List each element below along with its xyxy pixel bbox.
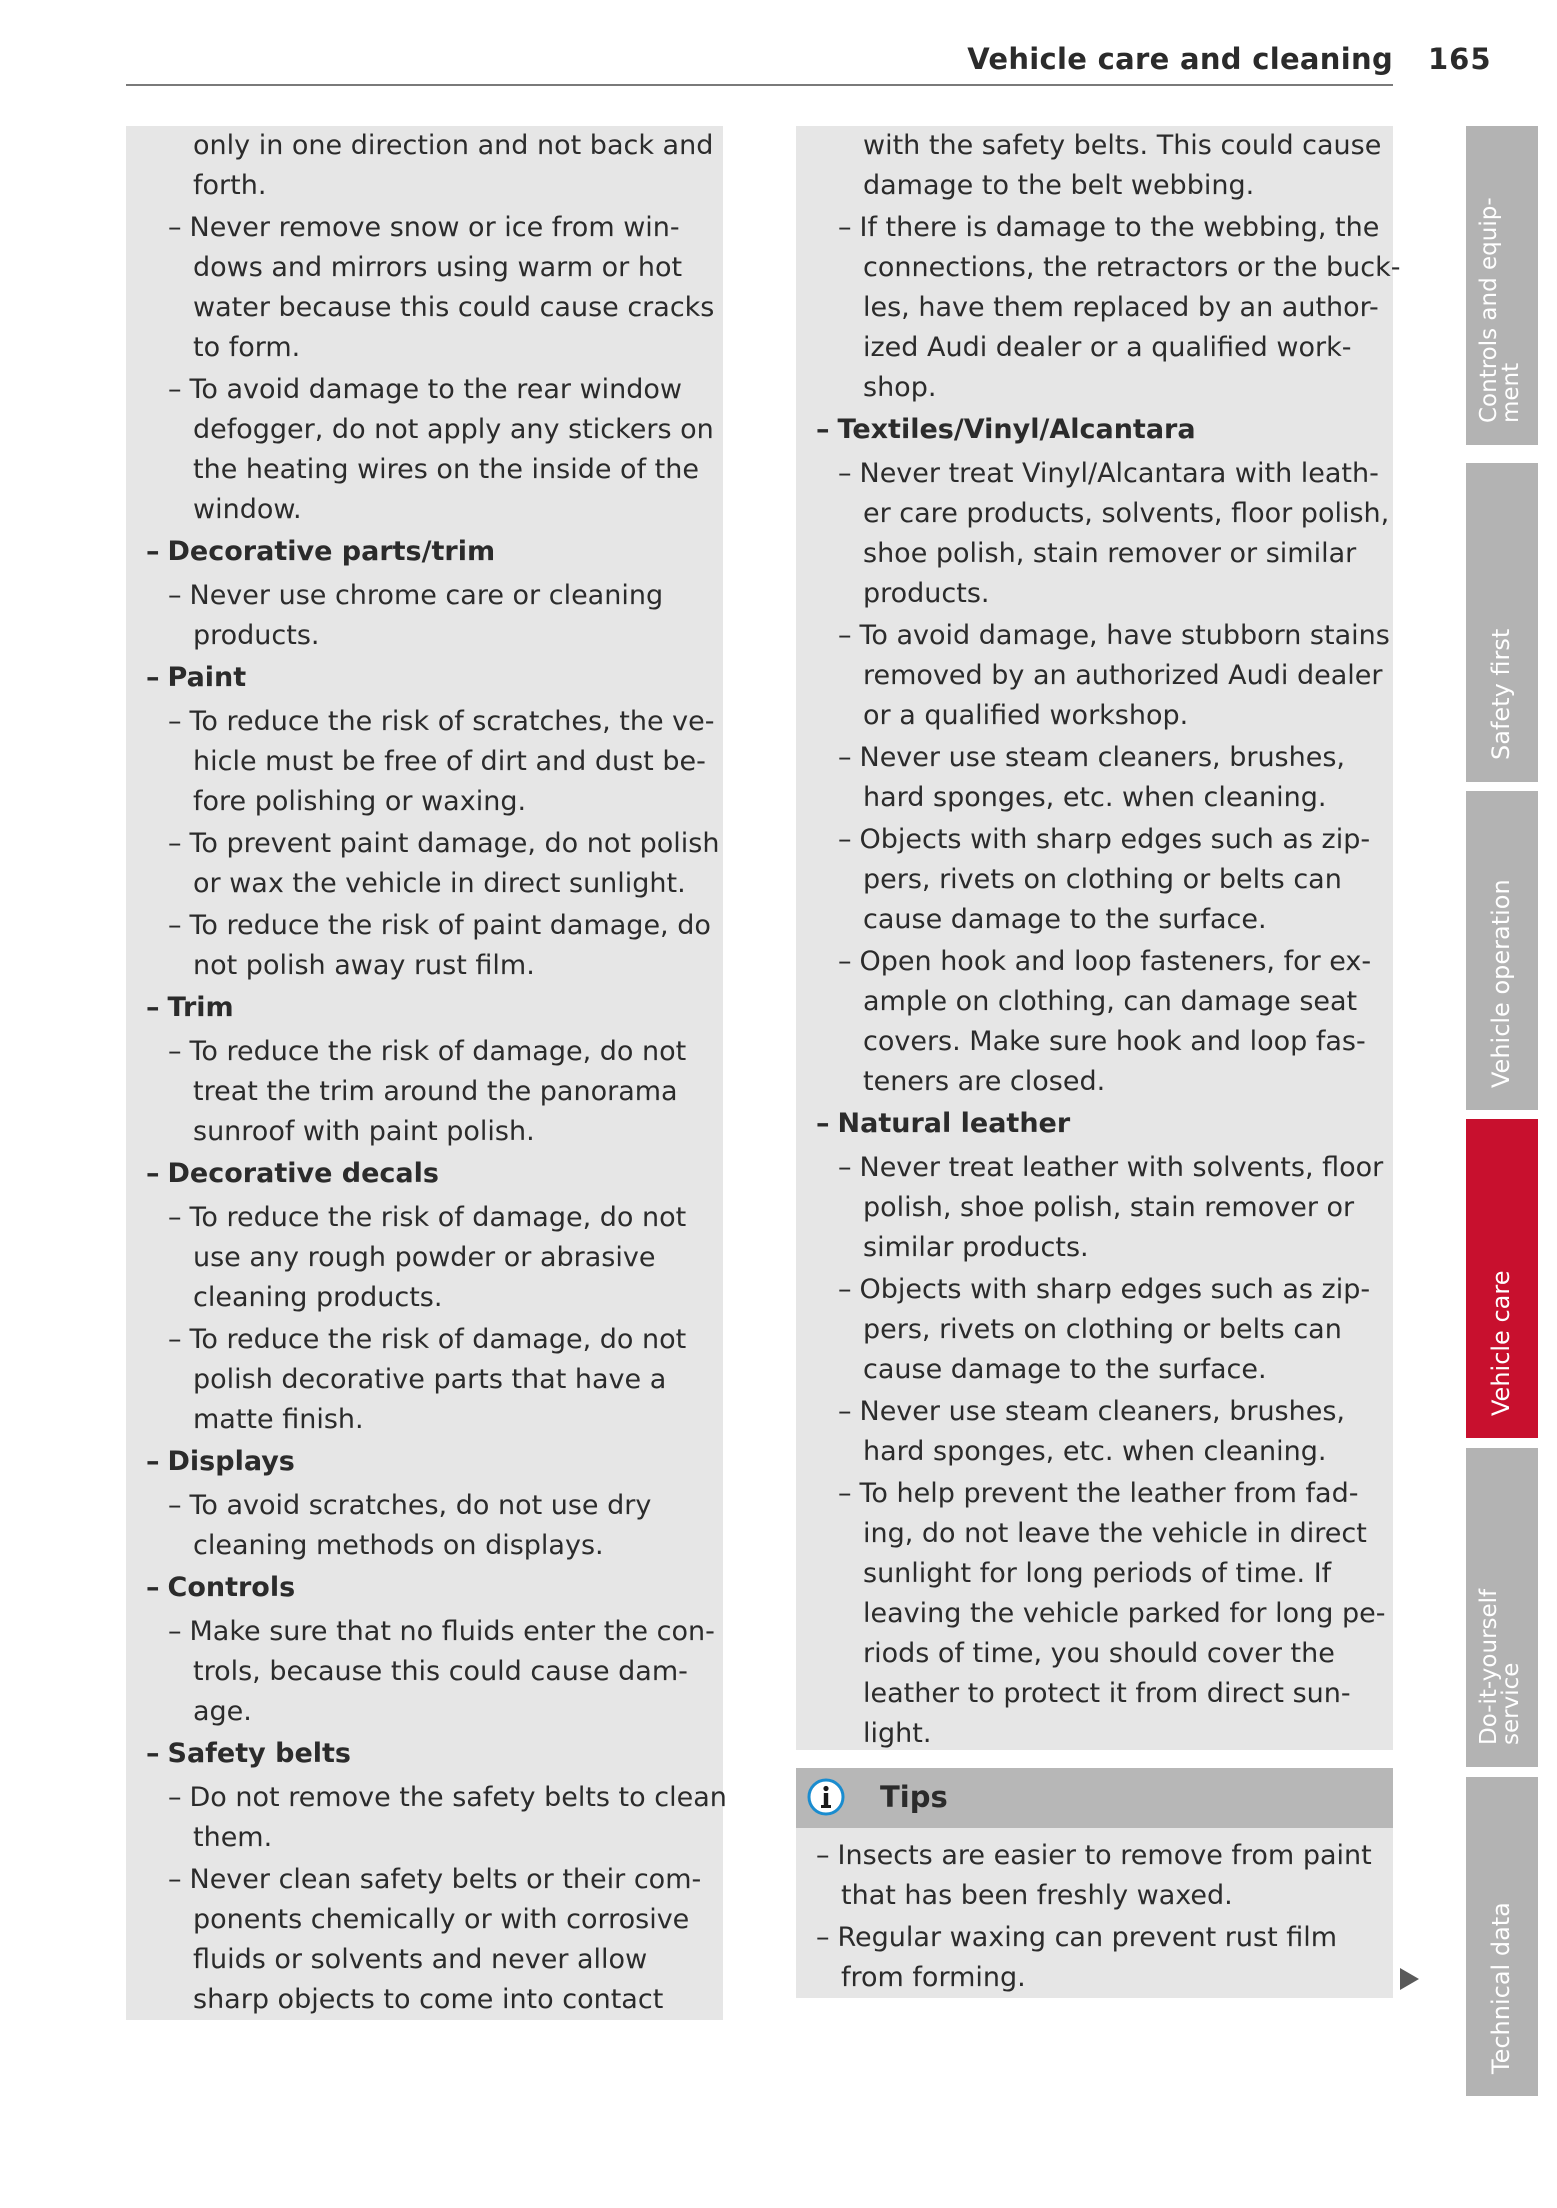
bullet-dash: – [168, 1324, 182, 1355]
list-item [796, 1474, 1386, 1754]
list-item-continuation: ing, do not leave the vehicle in direct [863, 1518, 1367, 1549]
side-tab-label-line: service [1498, 1662, 1524, 1745]
list-item [126, 906, 711, 986]
list-item-first-line [796, 738, 1375, 778]
next-page-arrow-icon [1400, 1968, 1419, 1990]
running-head [126, 38, 1393, 86]
bullet-dash: – [168, 1490, 182, 1521]
list-item-continuation: window. [193, 494, 302, 525]
list-item-first-line [126, 906, 711, 946]
list-item-text: To avoid damage to the rear window [189, 374, 682, 405]
list-item-continuation: products. [863, 578, 990, 609]
side-tab-label [1488, 629, 1514, 760]
list-item-continuation: or wax the vehicle in direct sunlight. [193, 868, 686, 899]
list-item-text: To avoid damage, have stubborn stains [859, 620, 1390, 651]
list-item-text: Never use steam cleaners, brushes, [859, 742, 1345, 773]
right-column [796, 126, 1401, 1750]
list-item-text: To help prevent the leather from fad- [859, 1478, 1359, 1509]
side-tab-label-line: Vehicle care [1487, 1270, 1515, 1416]
bullet-dash: – [146, 992, 160, 1023]
list-item-text: To avoid scratches, do not use dry [189, 1490, 652, 1521]
side-tab-label-line: Safety first [1487, 628, 1515, 760]
list-item [796, 1270, 1375, 1390]
list-item-first-line [796, 208, 1380, 248]
list-item-continuation: use any rough powder or abrasive [193, 1242, 656, 1273]
section-title: Vehicle care and cleaning [967, 42, 1393, 76]
list-item-first-line [126, 1612, 715, 1652]
side-tab[interactable] [1466, 1119, 1538, 1438]
list-item [126, 370, 714, 530]
list-item-continuation: cleaning products. [193, 1282, 443, 1313]
side-tab[interactable] [1466, 463, 1538, 782]
list-item-first-line [126, 370, 705, 410]
side-tab-label [1478, 1589, 1522, 1745]
list-item-continuation: products. [193, 620, 320, 651]
list-item-first-line [796, 1836, 1393, 1876]
list-item [796, 942, 1375, 1102]
list-item-text: Never clean safety belts or their com- [189, 1864, 702, 1895]
list-item-continuation: polish, shoe polish, stain remover or [863, 1192, 1355, 1223]
list-item-continuation: the heating wires on the inside of the [193, 454, 699, 485]
tips-box [796, 1768, 1393, 1998]
list-item-continuation: from forming. [841, 1962, 1026, 1993]
list-item [126, 1860, 705, 2020]
list-item-first-line [126, 1198, 705, 1238]
list-item-continuation: age. [193, 1696, 252, 1727]
list-item-text: If there is damage to the webbing, the [859, 212, 1380, 243]
list-item-first-line [126, 1860, 705, 1900]
text-line: with the safety belts. This could cause [863, 130, 1382, 161]
list-item-continuation: fore polishing or waxing. [193, 786, 527, 817]
section-heading [126, 1154, 705, 1194]
list-item-continuation: dows and mirrors using warm or hot [193, 252, 683, 283]
list-item-text: Objects with sharp edges such as zip- [859, 1274, 1371, 1305]
list-item-continuation: similar products. [863, 1232, 1089, 1263]
list-item-continuation: ized Audi dealer or a qualified work- [863, 332, 1352, 363]
bullet-dash: – [168, 1616, 182, 1647]
list-item-first-line [126, 208, 705, 248]
list-item [126, 1486, 705, 1566]
side-tab-label-line: Do-it-yourself [1476, 1588, 1502, 1745]
section-heading-text: Displays [167, 1446, 295, 1477]
bullet-dash: – [168, 828, 182, 859]
list-item-text: Regular waxing can prevent rust film [837, 1922, 1338, 1953]
bullet-dash: – [146, 662, 160, 693]
list-item-text: To reduce the risk of paint damage, do [189, 910, 711, 941]
list-item [796, 616, 1390, 736]
list-item-continuation: riods of time, you should cover the [863, 1638, 1335, 1669]
bullet-dash: – [816, 1840, 830, 1871]
bullet-dash: – [816, 1922, 830, 1953]
list-item-text: To reduce the risk of scratches, the ve- [189, 706, 715, 737]
bullet-dash: – [146, 536, 160, 567]
side-tab[interactable] [1466, 1448, 1538, 1767]
list-item-continuation: trols, because this could cause dam- [193, 1656, 688, 1687]
section-heading [126, 988, 705, 1028]
list-item-continuation: connections, the retractors or the buck- [863, 252, 1401, 283]
left-column [126, 126, 727, 2020]
list-item-continuation: cleaning methods on displays. [193, 1530, 604, 1561]
bullet-dash: – [168, 1202, 182, 1233]
section-heading [796, 1104, 1375, 1144]
list-item-text: Make sure that no fluids enter the con- [189, 1616, 715, 1647]
list-item-first-line [796, 1474, 1375, 1514]
list-item-continuation: cause damage to the surface. [863, 1354, 1267, 1385]
list-item-first-line [126, 1320, 705, 1360]
text-line: only in one direction and not back and [193, 130, 714, 161]
text-line: damage to the belt webbing. [863, 170, 1255, 201]
bullet-dash: – [168, 374, 182, 405]
list-item [126, 824, 720, 904]
list-item-first-line [796, 1918, 1393, 1958]
list-item-text: Never remove snow or ice from win- [189, 212, 680, 243]
bullet-dash: – [168, 580, 182, 611]
bullet-dash: – [838, 1152, 852, 1183]
bullet-dash: – [838, 458, 852, 489]
list-item-first-line [126, 824, 720, 864]
list-item-first-line [126, 1032, 705, 1072]
list-item [796, 1918, 1393, 1998]
list-item-text: Never treat leather with solvents, floor [859, 1152, 1384, 1183]
list-item [126, 1032, 705, 1152]
section-heading [796, 410, 1375, 450]
list-item-first-line [796, 942, 1375, 982]
bullet-dash: – [146, 1738, 160, 1769]
list-item [126, 208, 715, 368]
section-heading-text: Safety belts [167, 1738, 352, 1769]
list-item-continuation: defogger, do not apply any stickers on [193, 414, 714, 445]
list-item-continuation: that has been freshly waxed. [841, 1880, 1233, 1911]
list-item [796, 1836, 1393, 1916]
text-line: forth. [193, 170, 267, 201]
bullet-dash: – [838, 946, 852, 977]
list-item-continuation: shop. [863, 372, 937, 403]
bullet-dash: – [146, 1572, 160, 1603]
list-item-continuation: water because this could cause cracks [193, 292, 715, 323]
tips-title: Tips [880, 1780, 948, 1814]
list-item [796, 208, 1401, 408]
bullet-dash: – [146, 1446, 160, 1477]
section-heading [126, 1568, 705, 1608]
list-item-continuation: hard sponges, etc. when cleaning. [863, 1436, 1327, 1467]
list-item-text: Insects are easier to remove from paint [837, 1840, 1372, 1871]
list-item-continuation: sharp objects to come into contact [193, 1984, 664, 2015]
side-tab-label-line: ment [1498, 362, 1524, 423]
list-item-continuation: polish decorative parts that have a [193, 1364, 667, 1395]
bullet-dash: – [168, 1782, 182, 1813]
list-item-continuation: fluids or solvents and never allow [193, 1944, 648, 1975]
bullet-dash: – [816, 414, 830, 445]
list-item [796, 1148, 1384, 1268]
list-item-continuation: or a qualified workshop. [863, 700, 1189, 731]
list-item-text: To reduce the risk of damage, do not [189, 1324, 687, 1355]
list-item-first-line [796, 1392, 1375, 1432]
list-item [796, 738, 1375, 818]
list-item-text: Never treat Vinyl/Alcantara with leath- [859, 458, 1379, 489]
list-item-text: Never use chrome care or cleaning [189, 580, 664, 611]
side-tab-label-line: Vehicle operation [1487, 879, 1515, 1088]
side-tab-label [1488, 1902, 1514, 2074]
list-item-text: Never use steam cleaners, brushes, [859, 1396, 1345, 1427]
side-tab-label [1488, 879, 1514, 1088]
section-heading-text: Paint [167, 662, 247, 693]
list-item [126, 1778, 727, 1858]
list-item-text: To reduce the risk of damage, do not [189, 1036, 687, 1067]
list-item-continuation: matte finish. [193, 1404, 364, 1435]
section-heading-text: Textiles/Vinyl/Alcantara [837, 414, 1196, 445]
list-item-first-line [796, 454, 1379, 494]
list-item [126, 576, 705, 656]
section-heading [126, 532, 705, 572]
list-item-continuation: shoe polish, stain remover or similar [863, 538, 1357, 569]
list-item-continuation: light. [863, 1718, 932, 1749]
bullet-dash: – [146, 1158, 160, 1189]
page-number: 165 [1428, 42, 1492, 76]
list-item-first-line [796, 1270, 1375, 1310]
list-item-text: To prevent paint damage, do not polish [189, 828, 720, 859]
list-item-continuation: to form. [193, 332, 301, 363]
list-item-continuation: sunroof with paint polish. [193, 1116, 535, 1147]
list-item [126, 1612, 715, 1732]
list-item-first-line [796, 820, 1375, 860]
list-item-first-line [796, 616, 1390, 656]
list-item-continuation: pers, rivets on clothing or belts can [863, 1314, 1342, 1345]
bullet-dash: – [838, 742, 852, 773]
bullet-dash: – [838, 1274, 852, 1305]
section-heading-text: Controls [167, 1572, 296, 1603]
bullet-dash: – [168, 1864, 182, 1895]
list-item-first-line [796, 1148, 1384, 1188]
side-tab[interactable] [1466, 1777, 1538, 2096]
bullet-dash: – [168, 706, 182, 737]
tips-header [796, 1768, 1393, 1828]
bullet-dash: – [168, 910, 182, 941]
list-item-continuation: pers, rivets on clothing or belts can [863, 864, 1342, 895]
section-heading-text: Decorative decals [167, 1158, 439, 1189]
list-item [796, 1392, 1375, 1472]
side-tab-label [1488, 1271, 1514, 1416]
side-tab-label [1478, 197, 1522, 423]
section-heading-text: Decorative parts/trim [167, 536, 496, 567]
list-item-continuation: leaving the vehicle parked for long pe- [863, 1598, 1386, 1629]
list-item-text: Objects with sharp edges such as zip- [859, 824, 1371, 855]
tips-body [796, 1828, 1393, 1998]
list-item-text: To reduce the risk of damage, do not [189, 1202, 687, 1233]
list-item-continuation: teners are closed. [863, 1066, 1106, 1097]
bullet-dash: – [816, 1108, 830, 1139]
bullet-dash: – [838, 620, 852, 651]
list-item-continuation: not polish away rust film. [193, 950, 535, 981]
section-heading [126, 1442, 705, 1482]
side-tab-label-line: Technical data [1487, 1902, 1515, 2074]
bullet-dash: – [838, 824, 852, 855]
side-tab[interactable] [1466, 791, 1538, 1110]
list-item-continuation: ample on clothing, can damage seat [863, 986, 1358, 1017]
list-item [126, 702, 715, 822]
list-item-continuation: covers. Make sure hook and loop fas- [863, 1026, 1366, 1057]
list-item-continuation: cause damage to the surface. [863, 904, 1267, 935]
list-item-continuation: sunlight for long periods of time. If [863, 1558, 1332, 1589]
list-item-continuation: les, have them replaced by an author- [863, 292, 1379, 323]
list-item-first-line [126, 576, 705, 616]
info-icon [806, 1777, 846, 1817]
bullet-dash: – [168, 212, 182, 243]
section-heading-text: Trim [167, 992, 234, 1023]
list-item-continuation: hicle must be free of dirt and dust be- [193, 746, 706, 777]
section-heading [126, 1734, 705, 1774]
side-tab[interactable] [1466, 126, 1538, 445]
list-item-continuation: removed by an authorized Audi dealer [863, 660, 1383, 691]
list-item-continuation: leather to protect it from direct sun- [863, 1678, 1351, 1709]
list-item-continuation: treat the trim around the panorama [193, 1076, 678, 1107]
list-item [126, 1320, 705, 1440]
list-item-continuation: ponents chemically or with corrosive [193, 1904, 690, 1935]
list-item [126, 1198, 705, 1318]
list-item-continuation: hard sponges, etc. when cleaning. [863, 782, 1327, 813]
bullet-dash: – [838, 1478, 852, 1509]
list-item [796, 454, 1390, 614]
bullet-dash: – [168, 1036, 182, 1067]
section-heading-text: Natural leather [837, 1108, 1071, 1139]
list-item-text: Open hook and loop fasteners, for ex- [859, 946, 1372, 977]
list-item-text: Do not remove the safety belts to clean [189, 1782, 727, 1813]
bullet-dash: – [838, 1396, 852, 1427]
section-heading [126, 658, 705, 698]
list-item [796, 820, 1375, 940]
list-item-first-line [126, 1778, 727, 1818]
list-item-first-line [126, 702, 715, 742]
list-item-first-line [126, 1486, 705, 1526]
side-tab-label-line: Controls and equip- [1476, 197, 1502, 423]
bullet-dash: – [838, 212, 852, 243]
list-item-continuation: er care products, solvents, floor polish, [863, 498, 1390, 529]
list-item-continuation: them. [193, 1822, 273, 1853]
